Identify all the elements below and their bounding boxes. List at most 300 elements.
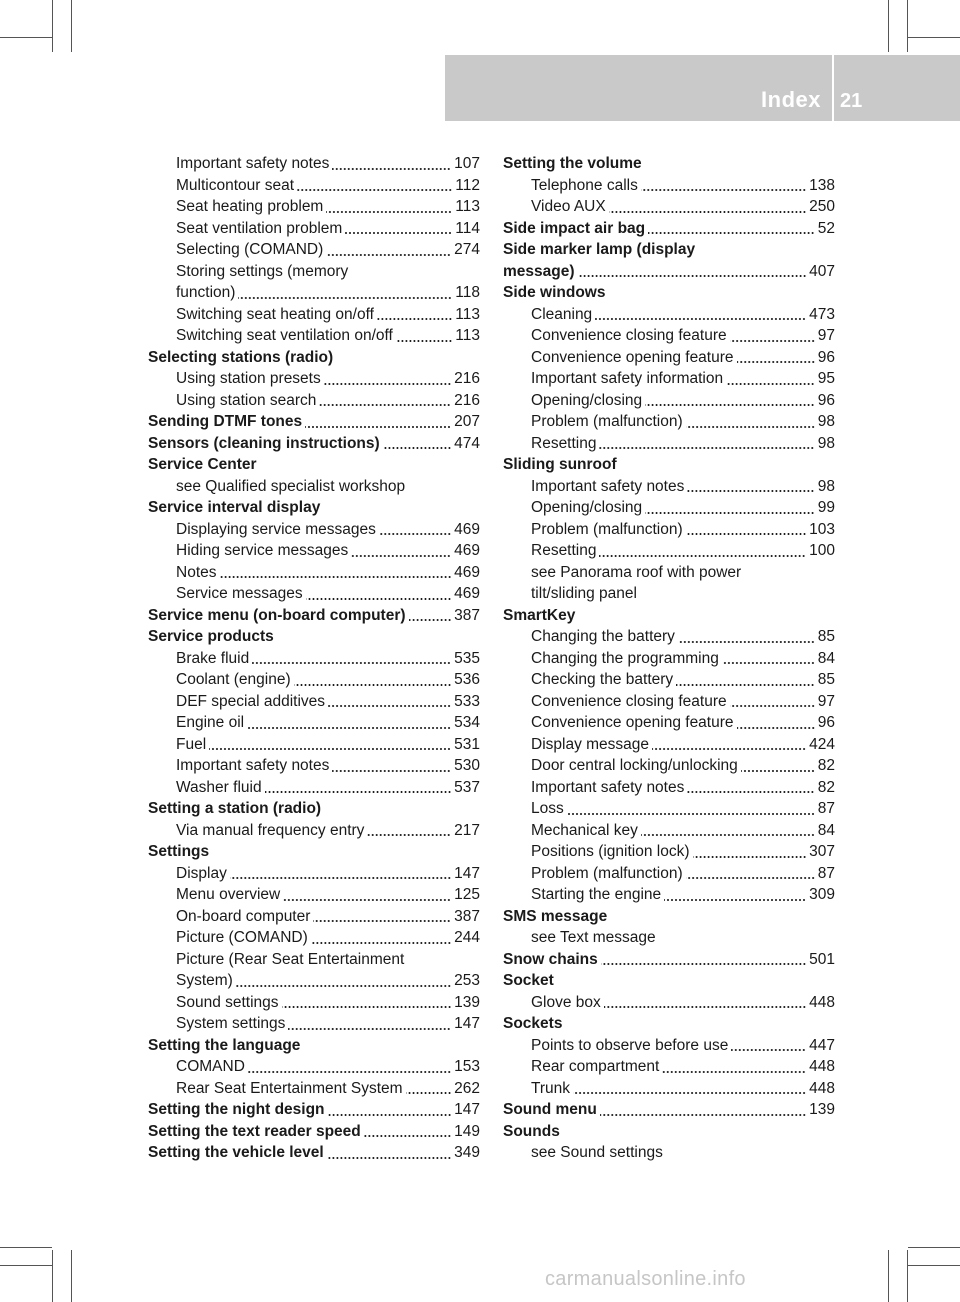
dot-leader [641,834,815,836]
dot-leader [351,555,451,557]
dot-leader [678,641,815,643]
dot-leader [609,211,806,213]
index-entry [503,992,835,1014]
index-entry-text: Washer fluid [176,778,262,796]
index-entry-text: Video AUX [531,198,606,215]
dot-leader [367,834,451,836]
index-entry-text: Storing settings (memory [176,262,349,280]
index-entry [148,325,480,347]
index-entry [503,1142,835,1164]
index-entry-page: 139 [454,993,480,1011]
index-entry-text: Convenience closing feature [531,327,727,344]
index-entry [148,884,480,906]
index-entry-text: Display [176,864,227,882]
index-entry [148,562,480,584]
crop-mark [888,1250,889,1302]
index-entry-text: Selecting (COMAND) [176,241,324,258]
index-entry-text: Problem (malfunction) [531,413,683,430]
index-entry [148,798,480,820]
dot-leader [686,533,807,535]
dot-leader [319,404,451,406]
index-entry-page: 98 [817,434,835,452]
index-entry-page: 535 [454,649,480,667]
dot-leader [567,813,815,815]
dot-leader [383,447,451,449]
index-entry-page: 100 [809,542,835,559]
index-entry-text: Sensors (cleaning instructions) [148,434,380,452]
dot-leader [282,1006,452,1008]
index-entry [148,1035,480,1057]
index-entry-text: see Panorama roof with power [531,563,742,581]
page-number: 21 [840,90,863,112]
index-entry [503,497,835,519]
dot-leader [686,426,815,428]
index-column-left [148,153,480,1164]
index-entry-page: 82 [817,757,835,774]
dot-leader [645,512,815,514]
index-entry-text: SMS message [503,907,608,925]
index-entry-page: 113 [455,305,480,323]
index-entry [503,411,835,433]
index-entry [148,239,480,261]
index-entry-text: Menu overview [176,886,281,903]
index-entry [503,583,835,605]
index-entry-page: 147 [454,864,480,882]
dot-leader [288,1028,451,1030]
index-entry-page: 474 [454,434,480,452]
dot-leader [641,189,806,191]
index-entry [148,347,480,369]
index-entry-text: Service interval display [148,499,321,516]
index-entry [503,1099,835,1121]
index-entry [148,1121,480,1143]
index-entry-text: Side windows [503,284,606,301]
dot-leader [573,1092,806,1094]
dot-leader [599,447,814,449]
index-entry [148,1013,480,1035]
index-entry [503,712,835,734]
index-entry-page: 85 [817,628,835,645]
dot-leader [379,533,451,535]
index-entry-text: Setting the vehicle level [148,1144,324,1161]
index-entry [503,777,835,799]
crop-mark [908,1265,960,1266]
index-entry-text: Coolant (engine) [176,671,291,688]
index-entry-text: Side impact air bag [503,219,646,237]
index-entry [503,519,835,541]
crop-mark [908,37,960,38]
index-entry [148,927,480,949]
dot-leader [220,576,452,578]
dot-leader [687,791,814,793]
dot-leader [247,727,451,729]
index-entry-text: Important safety notes [531,778,685,796]
index-entry-text: message) [503,262,575,280]
index-entry-text: Side marker lamp (display [503,241,696,258]
index-entry-page: 217 [454,821,480,839]
index-entry-page: 531 [454,735,480,753]
index-entry [503,325,835,347]
index-entry-page: 448 [809,1079,835,1097]
dot-leader [324,383,451,385]
index-entry-text: Multicontour seat [176,176,295,194]
dot-leader [345,232,452,234]
index-entry [503,175,835,197]
index-entry [503,691,835,713]
index-entry [148,1078,480,1100]
index-entry [503,562,835,584]
index-entry-text: System settings [176,1015,286,1032]
crop-mark [0,1247,52,1248]
index-entry-text: Resetting [531,434,597,452]
index-entry [503,820,835,842]
index-entry-text: Selecting stations (radio) [148,348,334,366]
index-entry-page: 253 [454,972,480,989]
dot-leader [578,275,807,277]
index-entry [148,669,480,691]
index-entry [503,906,835,928]
index-entry-text: Opening/closing [531,391,643,409]
index-entry [148,1056,480,1078]
dot-leader [730,340,815,342]
dot-leader [209,748,451,750]
index-entry-page: 125 [454,886,480,903]
index-entry-text: tilt/sliding panel [531,585,637,602]
index-entry-text: Problem (malfunction) [531,864,683,882]
index-entry [503,196,835,218]
dot-leader [377,318,452,320]
dot-leader [294,684,452,686]
index-entry-page: 98 [817,477,835,495]
index-entry-text: Service menu (on-board computer) [148,606,406,624]
index-entry-text: Display message [531,735,650,753]
index-entry-text: Notes [176,563,217,581]
dot-leader [364,1135,451,1137]
dot-leader [599,555,806,557]
index-entry-page: 138 [809,176,835,194]
index-entry [503,626,835,648]
index-entry [148,411,480,433]
section-title: Index [761,87,821,112]
dot-leader [305,426,451,428]
index-entry-text: Cleaning [531,305,593,323]
index-entry [503,755,835,777]
index-entry [503,476,835,498]
index-entry [148,777,480,799]
dot-leader [595,318,806,320]
index-entry-text: Mechanical key [531,821,638,839]
index-entry-text: Setting the language [148,1036,301,1054]
index-entry [148,970,480,992]
index-entry [503,1056,835,1078]
header-divider [832,55,834,121]
index-entry-text: Convenience opening feature [531,348,734,366]
index-entry-text: Rear compartment [531,1058,660,1075]
index-entry-page: 447 [809,1036,835,1054]
index-entry-page: 448 [809,1058,835,1075]
index-entry-text: Switching seat heating on/off [176,305,374,323]
index-entry [148,648,480,670]
index-entry [503,153,835,175]
index-entry-text: Setting the text reader speed [148,1122,361,1140]
index-entry-text: Positions (ignition lock) [531,843,690,860]
dot-leader [327,1157,451,1159]
dot-leader [648,232,815,234]
index-entry-page: 96 [817,348,835,366]
index-entry-text: Rear Seat Entertainment System [176,1079,403,1097]
index-entry-page: 536 [454,671,480,688]
index-entry-page: 103 [809,520,835,538]
index-entry [503,1035,835,1057]
index-entry-text: Checking the battery [531,671,674,688]
index-entry [148,282,480,304]
dot-leader [238,297,452,299]
index-entry [503,1121,835,1143]
index-entry [503,239,835,261]
index-entry [148,261,480,283]
index-entry [503,863,835,885]
index-entry-text: Starting the engine [531,886,662,903]
index-entry-text: Opening/closing [531,499,643,516]
index-entry [148,1142,480,1164]
index-entry-page: 274 [454,241,480,258]
dot-leader [409,619,452,621]
index-entry-page: 473 [809,305,835,323]
index-entry-text: Brake fluid [176,649,250,667]
crop-mark [52,0,53,52]
index-entry-page: 309 [809,886,835,903]
crop-mark [888,0,889,52]
index-entry-text: Sending DTMF tones [148,413,303,430]
dot-leader [326,254,451,256]
index-entry [503,841,835,863]
index-entry-page: 244 [454,929,480,946]
index-entry-page: 387 [454,907,480,925]
index-entry-text: Important safety notes [531,477,685,495]
index-entry [148,304,480,326]
index-entry [148,153,480,175]
index-entry [148,583,480,605]
index-entry [503,540,835,562]
dot-leader [248,1071,451,1073]
index-entry-text: Via manual frequency entry [176,821,365,839]
index-entry-text: Sound settings [176,993,279,1011]
index-entry-text: Setting the volume [503,155,642,172]
index-entry-page: 84 [817,821,835,839]
index-entry-text: Trunk [531,1079,571,1097]
index-entry [148,454,480,476]
dot-leader [306,598,451,600]
index-entry-page: 96 [817,391,835,409]
index-entry-page: 118 [455,284,480,301]
index-entry-text: Loss [531,800,564,817]
dot-leader [297,189,452,191]
index-entry-page: 99 [817,499,835,516]
index-entry-text: Service messages [176,585,303,602]
dot-leader [664,899,806,901]
index-entry-text: SmartKey [503,606,576,624]
index-entry [148,540,480,562]
index-entry-page: 147 [454,1015,480,1032]
index-entry-text: Using station search [176,391,317,409]
index-entry-page: 87 [817,800,835,817]
index-entry-page: 149 [454,1122,480,1140]
index-entry-page: 97 [817,692,835,710]
dot-leader [686,877,815,879]
index-entry-page: 114 [455,219,480,237]
index-entry-text: Service products [148,628,274,645]
index-entry-text: Important safety notes [176,155,330,172]
index-entry [503,884,835,906]
index-entry-text: Switching seat ventilation on/off [176,327,393,344]
index-entry [148,390,480,412]
index-entry-text: Seat heating problem [176,198,324,215]
index-entry [148,841,480,863]
index-entry [148,626,480,648]
index-entry-text: Changing the programming [531,649,719,667]
index-entry-text: Service Center [148,456,257,473]
crop-mark [907,1250,908,1302]
index-entry-page: 533 [454,692,480,710]
index-entry-text: Telephone calls [531,176,638,194]
index-entry-page: 207 [454,413,480,430]
index-entry-text: see Qualified specialist workshop [176,477,406,495]
index-entry-text: On-board computer [176,907,311,925]
index-entry-text: Hiding service messages [176,542,349,559]
index-entry [148,605,480,627]
index-entry-text: Engine oil [176,714,245,731]
dot-leader [332,770,451,772]
crop-mark [0,37,52,38]
index-entry-page: 95 [817,370,835,387]
dot-leader [645,404,815,406]
dot-leader [328,705,451,707]
index-entry-text: Resetting [531,542,597,559]
crop-mark [907,0,908,52]
index-entry [148,906,480,928]
index-entry [148,476,480,498]
watermark: carmanualsonline.info [545,1268,746,1290]
crop-mark [908,1247,960,1248]
index-entry-text: Changing the battery [531,628,675,645]
index-entry-page: 82 [817,778,835,796]
index-entry [503,605,835,627]
index-entry-page: 97 [817,327,835,344]
dot-leader [726,383,815,385]
index-entry-text: Seat ventilation problem [176,219,343,237]
dot-leader [326,211,452,213]
index-entry [148,519,480,541]
index-entry-text: see Text message [531,929,656,946]
index-entry-text: Socket [503,972,554,989]
index-entry-page: 424 [809,735,835,753]
index-entry-text: Displaying service messages [176,520,376,538]
dot-leader [283,899,451,901]
index-entry-text: Points to observe before use [531,1036,729,1054]
index-entry-text: Problem (malfunction) [531,520,683,538]
dot-leader [313,920,451,922]
dot-leader [737,727,815,729]
crop-mark [52,1250,53,1302]
crop-mark [0,1265,52,1266]
index-entry-text: Picture (COMAND) [176,929,308,946]
index-entry [148,218,480,240]
dot-leader [265,791,452,793]
index-column-right [503,153,835,1164]
index-entry [148,1099,480,1121]
dot-leader [601,963,806,965]
index-entry [503,927,835,949]
index-entry [148,755,480,777]
index-entry [148,820,480,842]
index-entry-page: 262 [454,1079,480,1097]
dot-leader [730,705,815,707]
dot-leader [731,1049,806,1051]
index-entry-text: Convenience opening feature [531,714,734,731]
dot-leader [737,361,815,363]
index-entry-text: Setting a station (radio) [148,800,322,817]
index-entry-text: Glove box [531,993,601,1011]
index-entry [148,992,480,1014]
index-entry-text: Convenience closing feature [531,692,727,710]
index-entry [148,949,480,971]
index-entry-page: 537 [454,778,480,796]
index-entry [503,1078,835,1100]
index-entry-page: 530 [454,757,480,774]
crop-mark [71,1250,72,1302]
index-entry-page: 469 [454,585,480,602]
dot-leader [722,662,815,664]
index-entry-page: 85 [817,671,835,688]
index-entry [503,304,835,326]
dot-leader [676,684,815,686]
index-entry-text: Settings [148,843,210,860]
dot-leader [406,1092,452,1094]
index-entry-text: DEF special additives [176,692,326,710]
index-entry-page: 107 [454,155,480,172]
index-entry [148,691,480,713]
index-entry-text: Snow chains [503,950,598,968]
index-entry-text: System) [176,972,233,989]
index-entry-text: Picture (Rear Seat Entertainment [176,950,405,968]
dot-leader [600,1114,806,1116]
index-entry-page: 534 [454,714,480,731]
index-entry-page: 387 [454,606,480,624]
index-entry [503,218,835,240]
dot-leader [693,856,807,858]
index-entry [503,648,835,670]
index-entry [503,734,835,756]
index-entry-page: 113 [455,198,480,215]
dot-leader [687,490,814,492]
index-entry-page: 448 [809,993,835,1011]
index-entry-page: 469 [454,542,480,559]
dot-leader [741,770,815,772]
index-entry-page: 84 [817,649,835,667]
index-entry-page: 112 [455,176,480,194]
index-entry [148,712,480,734]
index-entry [503,970,835,992]
index-entry-page: 153 [454,1058,480,1075]
dot-leader [230,877,451,879]
index-entry-text: Sound menu [503,1101,597,1118]
index-entry [148,433,480,455]
index-entry-text: see Sound settings [531,1144,663,1161]
index-entry [503,798,835,820]
index-entry-page: 52 [817,219,835,237]
dot-leader [252,662,451,664]
index-entry [503,433,835,455]
